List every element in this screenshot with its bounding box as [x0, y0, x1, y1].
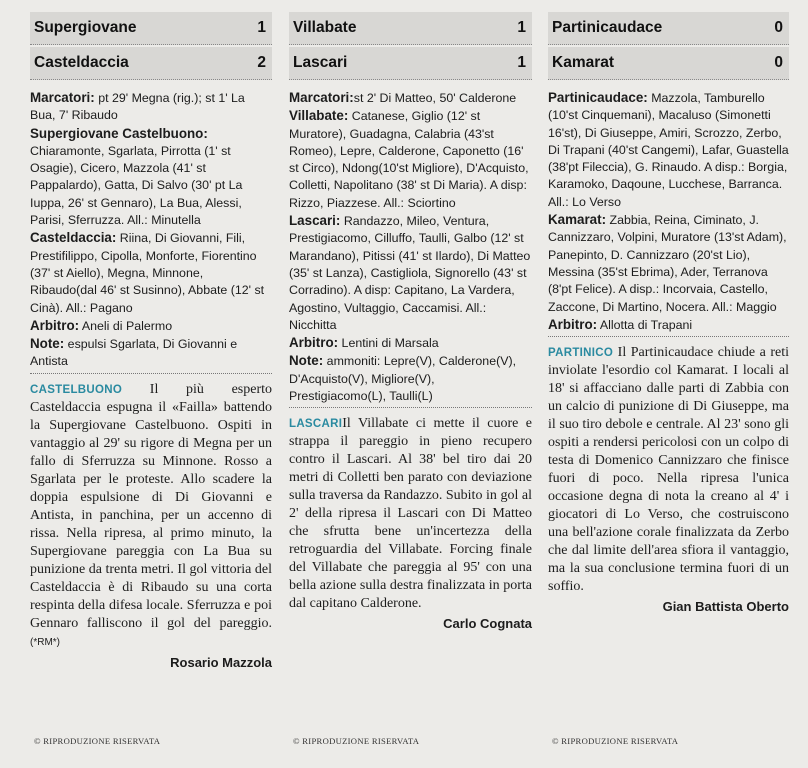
report-author: Gian Battista Oberto	[662, 599, 789, 615]
home-team-name: Supergiovane	[34, 19, 137, 36]
referee: Arbitro: Aneli di Palermo	[30, 317, 173, 333]
home-team-band	[548, 12, 789, 45]
away-team-name: Lascari	[293, 54, 348, 71]
away-team-score: 0	[774, 54, 783, 71]
match-report: LASCARIIl Villabate ci mette il cuore e strappa il pareggio in pieno recupero contro il Lascari. Al 38' bel tiro dai 20 metri di Colletti ben parato con deviazione sulla traversa da Randazzo. Subito in gol al 2' della ripresa il Lascari con Di Matteo che sfrutta bene un'incertezza della retroguardia del Villabate. Forcing finale del Villabate che pareggia al 95' con una bella azione sulla destra finalizzata in porta dal capitano Calderone.	[289, 416, 532, 612]
divider	[289, 407, 532, 408]
home-team-name: Partinicaudace	[552, 19, 663, 36]
away-lineup: Casteldaccia: Riina, Di Giovanni, Fili, Prestifilippo, Cipolla, Monforte, Fiorentino (37' st Aiello), Megna, Minnone, Ribaudo(dal 46' st Susinno), Abbate (12' st Cinà). All.: Pagano	[30, 230, 265, 315]
copyright-notice: © RIPRODUZIONE RISERVATA	[293, 736, 420, 746]
home-team-score: 1	[517, 19, 526, 36]
away-team-name: Kamarat	[552, 54, 615, 71]
copyright-notice: © RIPRODUZIONE RISERVATA	[552, 736, 679, 746]
report-author: Carlo Cognata	[443, 616, 532, 632]
away-team-band	[548, 47, 789, 80]
home-lineup: Villabate: Catanese, Giglio (12' st Muratore), Guadagna, Calabria (43'st Romeo), Lepre, Calderone, Caponetto (16' st Circo), Ndong(10'st Migliore), D'Acquisto, Colletti, Napolitano (38' st Di Maria). A disp: Rizzo, Piazzese. All.: Sciortino	[289, 108, 529, 210]
away-lineup: Lascari: Randazzo, Mileo, Ventura, Prestigiacomo, Cilluffo, Taulli, Galbo (12' st Marandano), Pitissi (41' st Ilardo), Di Matteo (35' st Lanza), Castigliola, Signorello (43' st Corradino). A disp: Capitano, La Vardera, Agostino, Vultaggio, Caccamisi. All.: Nicchitta	[289, 213, 531, 332]
away-team-name: Casteldaccia	[34, 54, 129, 71]
referee: Arbitro: Lentini di Marsala	[289, 335, 439, 351]
report-kicker: LASCARI	[289, 418, 343, 431]
home-lineup: Partinicaudace: Mazzola, Tamburello (10'st Cinquemani), Macaluso (Simonetti 16'st), Di Giuseppe, Amiri, Scrozzo, Zerbo, Di Trapani (40'st Cangemi), Lafar, Guastella (38'pt Fileccia), G. Rinaudo. A disp.: Borgia, Karamoko, Daqoune, Lucchese, Barranca. All.: Lo Verso	[548, 90, 789, 209]
copyright-notice: © RIPRODUZIONE RISERVATA	[34, 736, 161, 746]
home-team-score: 0	[774, 19, 783, 36]
home-team-band	[30, 12, 272, 45]
notes: Note: espulsi Sgarlata, Di Giovanni e Antista	[30, 336, 238, 369]
match-column-villabate-lascari	[289, 0, 532, 768]
away-team-band	[30, 47, 272, 80]
scorers: Marcatori: pt 29' Megna (rig.); st 1' La Bua, 7' Ribaudo	[30, 90, 245, 123]
home-team-name: Villabate	[293, 19, 357, 36]
report-author: Rosario Mazzola	[170, 654, 272, 670]
report-tag: (*RM*)	[30, 636, 60, 648]
away-lineup: Kamarat: Zabbia, Reina, Ciminato, J. Cannizzaro, Volpini, Muratore (13'st Adam), Panepinto, D. Cannizzaro (20'st Lio), Messina (35'st Ebrima), Ader, Terranova (8'pt Felice). A disp.: Incorvaia, Castello, Zaccone, Di Martino, Nocera. All.: Maggio	[548, 212, 787, 314]
match-column-supergiovane-casteldaccia	[30, 0, 272, 768]
away-team-score: 2	[257, 54, 266, 71]
match-report: CASTELBUONO Il più esperto Casteldaccia espugna il «Failla» battendo la Supergiovane Castelbuono. Ospiti in vantaggio al 29' su rigore di Megna per un fallo di Sferruzza su Minnone. Rosso a Sgarlata per le proteste. Allo scadere la doppia espulsione di Di Giovanni e Antista, in panchina, per un accenno di rissa. Nella ripresa, al primo minuto, la Supergiovane pareggia con La Bua su punizione da trenta metri. Il gol vittoria del Casteldaccia è di Ribaudo su una corta respinta della difesa locale. Sferruzza e poi Gennaro falliscono il gol del pareggio. (*RM*)	[30, 381, 272, 648]
referee: Arbitro: Allotta di Trapani	[548, 316, 693, 332]
report-kicker: PARTINICO	[548, 347, 614, 360]
away-team-band	[289, 47, 532, 80]
notes: Note: ammoniti: Lepre(V), Calderone(V), D'Acquisto(V), Migliore(V), Prestigiacomo(L), Taulli(L)	[289, 353, 517, 404]
report-kicker: CASTELBUONO	[30, 383, 123, 396]
match-column-partinicaudace-kamarat	[548, 0, 789, 768]
away-team-score: 1	[517, 54, 526, 71]
home-team-band	[289, 12, 532, 45]
divider	[30, 373, 272, 374]
match-report: PARTINICO Il Partinicaudace chiude a reti inviolate l'esordio col Kamarat. I locali al 18' si affacciano dalle parti di Zabbia con un calcio di punizione di Di Giuseppe, ma il suo tiro debole e centrale. Al 23' sono gli ospiti a rendersi pericolosi con un colpo di testa di Domenico Cannizzaro che finisce fuori di poco. Nella ripresa l'unica occasione degna di nota la creano al 4' i giocatori di Lo Verso, che costruiscono una bell'azione corale finalizzata da Zerbo che dal limite dell'area sfiora il vantaggio, ma la sua conclusione termina fuori di un soffio.	[548, 345, 790, 595]
divider	[548, 336, 789, 337]
home-lineup: Supergiovane Castelbuono: Chiaramonte, Sgarlata, Pirrotta (1' st Osagie), Cicero, Mazzola (41' st Pappalardo), Gatta, Di Salvo (30' pt La Iuppa, 26' st Gennaro), La Bua, Alessi, Parisi, Sferruzza. All.: Minutella	[30, 125, 243, 228]
scorers: Marcatori:st 2' Di Matteo, 50' Calderone	[289, 90, 517, 105]
home-team-score: 1	[257, 19, 266, 36]
